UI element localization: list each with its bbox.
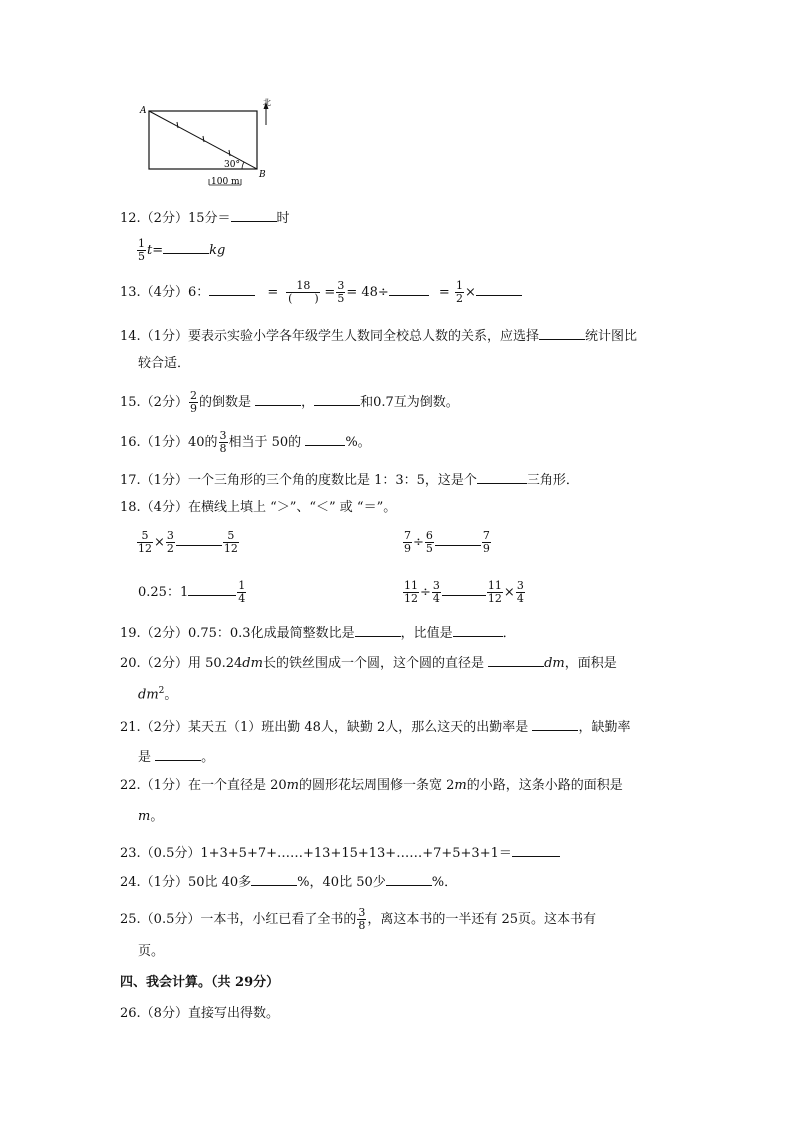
q18-c: 0.25：1 $\frac{1}{4}$ [138,579,246,605]
fraction: $\frac{18}{( )}$ [288,279,319,305]
q21: 21.（2分）某天五（1）班出勤 48人，缺勤 2人，那么这天的出勤率是 ，缺勤率 [120,716,630,737]
q23: 23.（0.5分）1+3+5+7+……+13+15+13+……+7+5+3+1＝ [120,842,560,863]
blank[interactable] [386,871,432,886]
blank[interactable] [251,871,297,886]
fraction: $\frac{3}{5}$ [337,279,345,305]
q19: 19.（2分）0.75：0.3化成最简整数比是 ，比值是 ． [120,622,516,643]
q26: 26.（8分）直接写出得数。 [120,1006,279,1021]
fraction: $\frac{3}{8}$ [219,429,227,455]
q18-d: $\frac{11}{12}$ ÷ $\frac{3}{4}$ $\frac{11}{12}$ × $\frac{3}{4}$ [404,579,524,605]
scale-label: 100 m [211,177,240,187]
blank[interactable] [477,469,527,484]
blank[interactable] [389,281,429,296]
fraction: $\frac{2}{9}$ [189,389,197,415]
blank[interactable] [476,281,522,296]
q24: 24.（1分）50比 40多 %，40比 50少 %． [120,871,457,892]
q16: 16.（1分）40的 $\frac{3}{8}$ 相当于 50的 %。 [120,429,371,455]
q13: 13.（4分）6： = $\frac{18}{( )}$ = $\frac{3}{5}$ = 48÷ = $\frac{1}{2}$ × [120,280,522,305]
blank[interactable] [231,207,277,222]
map-figure [130,95,280,195]
q25: 25.（0.5分）一本书，小红已看了全书的 $\frac{3}{8}$ ，离这本书的一半还有 25页。这本书有 [120,906,597,932]
q18-b: $\frac{7}{9}$ ÷ $\frac{6}{5}$ $\frac{7}{9}$ [404,529,490,555]
q20: 20.（2分）用 50.24dm长的铁丝围成一个圆，这个圆的直径是 dm，面积是 [120,652,617,673]
blank[interactable] [209,281,255,296]
q22-line2: m。 [138,809,164,824]
q15: 15.（2分） $\frac{2}{9}$ 的倒数是 ， 和0.7互为倒数。 [120,389,459,415]
blank[interactable] [255,391,301,406]
blank[interactable] [314,391,360,406]
blank[interactable] [155,746,201,761]
q17: 17.（1分）一个三角形的三个角的度数比是 1：3：5，这是个 三角形． [120,469,579,490]
q12: 12.（2分）15分＝ 时 [120,207,290,228]
section-title: 四、我会计算。（共 29分） [120,975,280,990]
blank[interactable] [305,431,345,446]
q21-line2: 是 。 [138,746,214,767]
label-a: A [140,106,147,116]
blank[interactable] [442,581,486,596]
angle-label: 30° [224,160,240,170]
q20-line2: $dm^2$。 [138,686,178,703]
q25-line2: 页。 [138,944,165,959]
fraction: $\frac{1}{5}$ [138,237,145,263]
north-label: 北 [263,98,271,107]
blank[interactable] [176,531,222,546]
blank[interactable] [488,652,544,667]
blank[interactable] [539,325,585,340]
q18-a: $\frac{5}{12}$ × $\frac{3}{2}$ $\frac{5}{12}$ [138,529,238,555]
fraction: $\frac{3}{8}$ [358,906,366,932]
q22: 22.（1分）在一个直径是 20m的圆形花坛周围修一条宽 2m的小路，这条小路的面积是 [120,778,623,793]
blank[interactable] [532,716,578,731]
blank[interactable] [435,531,481,546]
q14: 14.（1分）要表示实验小学各年级学生人数同全校总人数的关系，应选择 统计图比 [120,325,637,346]
q14-line2: 较合适． [138,356,191,371]
q18: 18.（4分）在横线上填上 “＞”、“＜” 或 “＝”。 [120,500,397,515]
fraction: $\frac{1}{2}$ [455,279,463,305]
blank[interactable] [163,239,209,254]
label-b: B [259,170,266,180]
blank[interactable] [512,842,560,857]
blank[interactable] [188,581,236,596]
blank[interactable] [355,622,401,637]
blank[interactable] [453,622,503,637]
q12-line2: $\frac{1}{5}$ t= kg [138,237,226,263]
